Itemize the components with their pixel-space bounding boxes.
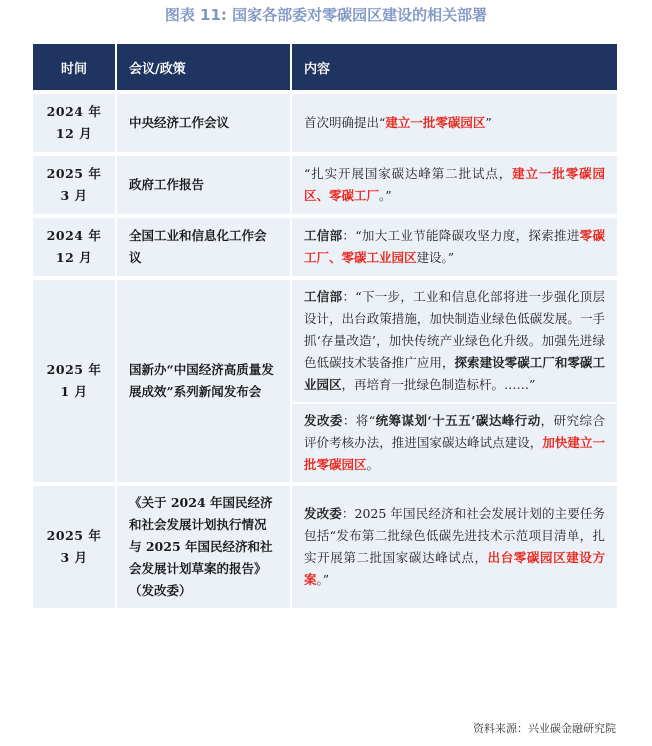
content-highlight: 加快建立一批零碳园区 [304, 435, 605, 472]
figure-title: 图表 11: 国家各部委对零碳园区建设的相关部署 [164, 6, 488, 24]
source-note: 资料来源：兴业碳金融研究院 [473, 722, 616, 735]
meeting-cell: 政府工作报告 [117, 156, 292, 214]
table-row [33, 486, 617, 608]
table-row [33, 94, 617, 152]
time-month: 12 月 [55, 126, 93, 141]
time-year: 2024 年 [46, 228, 102, 243]
content-block [292, 402, 617, 482]
content-bold: 统筹谋划‘十五五’碳达峰行动 [375, 413, 541, 428]
content-cell [292, 218, 617, 276]
content-bold: 发改委 [304, 506, 342, 521]
content-text: 建设。” [416, 250, 455, 265]
content-text: “扎实开展国家碳达峰第二批试点， [304, 166, 513, 181]
time-cell [33, 156, 117, 214]
content-highlight: 建立一批零碳园区、零碳工厂 [304, 166, 605, 203]
content-cell [292, 486, 617, 608]
content-highlight: 建立一批零碳园区 [385, 115, 486, 130]
column-header-content: 内容 [292, 44, 617, 90]
content-bold: 探索建设零碳工厂和零碳工业园区 [304, 355, 605, 392]
time-year: 2025 年 [46, 166, 102, 181]
time-month: 3 月 [60, 550, 88, 565]
content-text: ：2025 年国民经济和社会发展计划的主要任务包括“发布第二批绿色低碳先进技术示范项目清单，扎实开展第二批国家碳达峰试点， [304, 506, 605, 565]
meeting-cell: 全国工业和信息化工作会议 [117, 218, 292, 276]
table-row [33, 280, 617, 482]
time-cell [33, 218, 117, 276]
time-cell [33, 486, 117, 608]
content-highlight: 零碳工厂、零碳工业园区 [304, 228, 605, 265]
time-month: 12 月 [55, 250, 93, 265]
content-text: 。” [316, 572, 330, 587]
content-text: 。 [366, 457, 380, 472]
content-text: 首次明确提出“ [304, 115, 386, 130]
meeting-cell: 国新办“中国经济高质量发展成效”系列新闻发布会 [117, 280, 292, 482]
table-header-row [33, 44, 617, 90]
time-month: 3 月 [60, 188, 88, 203]
time-year: 2025 年 [46, 362, 102, 377]
time-cell [33, 94, 117, 152]
column-header-meeting: 会议/政策 [117, 44, 292, 90]
meeting-cell: 中央经济工作会议 [117, 94, 292, 152]
content-cell [292, 156, 617, 214]
time-month: 1 月 [60, 384, 88, 399]
content-text: ：将“ [342, 413, 376, 428]
time-cell [33, 280, 117, 482]
meeting-cell: 《关于 2024 年国民经济和社会发展计划执行情况与 2025 年国民经济和社会发展计划草案的报告》（发改委） [117, 486, 292, 608]
time-year: 2025 年 [46, 528, 102, 543]
content-bold: 发改委 [304, 413, 343, 428]
content-cell [292, 280, 617, 482]
content-highlight: 出台零碳园区建设方案 [304, 550, 605, 587]
content-bold: 工信部 [304, 289, 343, 304]
content-text: ，研究综合评价考核办法，推进国家碳达峰试点建设， [304, 413, 605, 450]
table-row [33, 218, 617, 276]
content-text: ，再培育一批绿色制造标杆。……” [341, 377, 536, 392]
table-row [33, 156, 617, 214]
content-text: ” [485, 115, 492, 130]
content-block [292, 280, 617, 402]
content-bold: 工信部 [304, 228, 343, 243]
content-text: 。” [379, 188, 392, 203]
policy-table [33, 40, 617, 612]
time-year: 2024 年 [46, 104, 102, 119]
content-text: ：“下一步，工业和信息化部将进一步强化顶层设计，出台政策措施，加快制造业绿色低碳发展。一手抓‘存量改造’，加快传统产业绿色化升级。加强先进绿色低碳技术装备推广应用， [304, 289, 605, 370]
column-header-time: 时间 [33, 44, 117, 90]
content-cell [292, 94, 617, 152]
content-text: ：“加大工业节能降碳攻坚力度，探索推进 [342, 228, 580, 243]
